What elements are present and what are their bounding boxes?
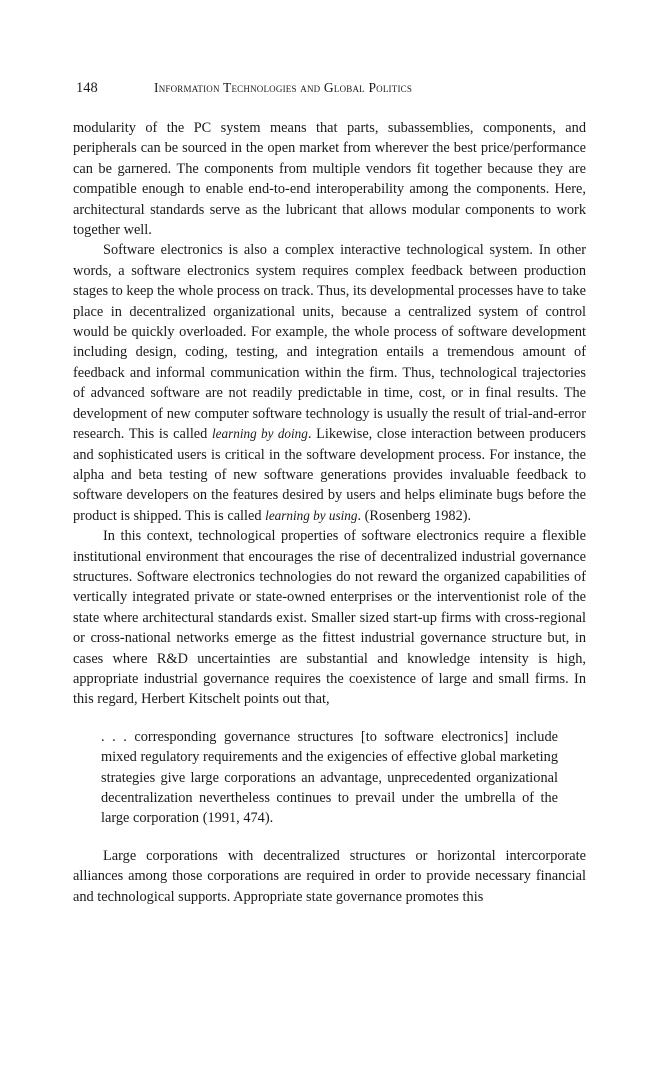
paragraph-context: In this context, technological properties of software electronics require a flexible institutional environment that encourages the rise of decentralized industrial governance structures. Software electronics technologies do not reward the organized capabilities of vertically integrated private or state-owned enterprises or the interventionist role of the state where architectural standards exist. Smaller sized start-up firms with cross-regional or cross-national networks emerge as the fittest industrial governance structure but, in cases where R&D uncertainties are substantial and knowledge intensity is high, appropriate industrial governance requires the coexistence of large and small firms. In this regard, Herbert Kitschelt points out that, [73, 528, 586, 708]
italic-term: learning by doing [211, 426, 308, 442]
body-text [73, 118, 586, 907]
paragraph-text: . (Rosenberg 1982). [357, 507, 472, 524]
running-head: Information Technologies and Global Politics [154, 80, 413, 95]
paragraph-text: . Likewise, close interaction between producers and sophisticated users is critical in the software development process. For instance, the alpha and beta testing of new software generations provides invaluable feedback to software developers on the features desired by users and helps eliminate bugs before the product is shipped. This is called [73, 426, 586, 524]
paragraph-continuation: modularity of the PC system means that parts, subassemblies, components, and peripherals can be sourced in the open market from wherever the best price/​performance can be garnered. The components from multiple vendors fit together because they are compatible enough to enable end-to-end interoperability among the components. Here, architectural standards serve as the lubricant that allows modular components to work together well. [73, 120, 586, 239]
paragraph-software-electronics [73, 240, 586, 526]
block-quote: . . . corresponding governance structures [to software electronics] include mixed regulatory requirements and the exigencies of effective global marketing strategies give large corporations an advantage, unprecedented organizational decentralization nevertheless continues to prevail under the umbrella of the large corporation (1991, 474). [101, 728, 558, 827]
paragraph-large-corporations: Large corporations with decentralized structures or horizontal intercorporate alliances among those corporations are required in order to provide necessary financial and technological supports. Appropriate state governance promotes this [73, 847, 586, 905]
page-number: 148 [76, 80, 98, 96]
page-header [76, 79, 586, 97]
italic-term: learning by using [265, 507, 358, 523]
paragraph-text: Software electronics is also a complex interactive technological system. In other words, a software electronics system requires complex feedback between production stages to keep the whole process on track. Thus, its developmental processes have to take place in decentralized organizational units, because a centralized system of control would be quickly overloaded. For example, the whole process of software development including design, coding, testing, and integration entails a tremendous amount of feedback and informal communication within the firm. Thus, technological trajectories of advanced software are not readily predictable in time, cost, or in final results. The development of new computer software technology is usually the result of trial-and-error research. This is called [73, 242, 586, 443]
